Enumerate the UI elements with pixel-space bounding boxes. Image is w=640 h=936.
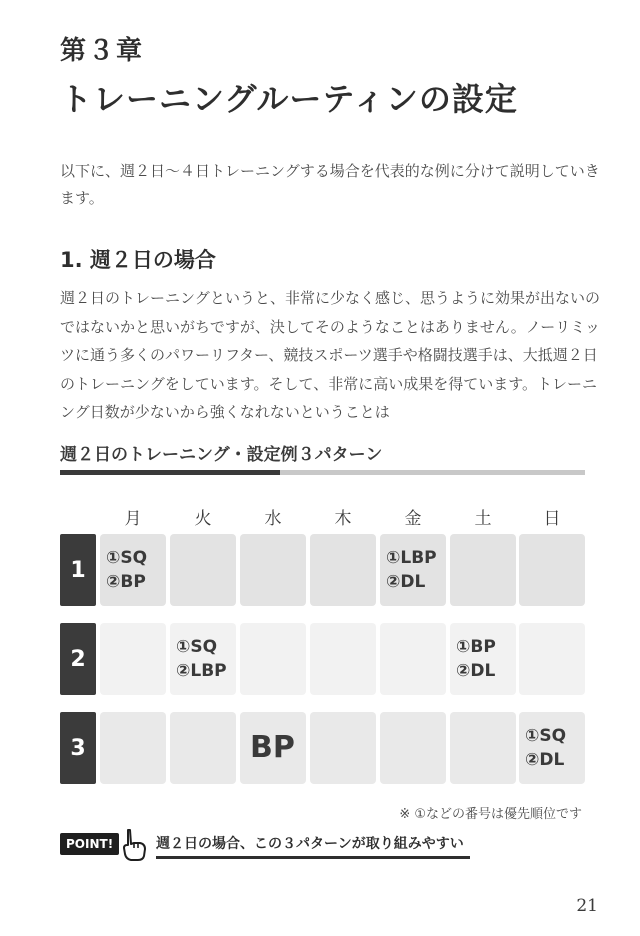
table-cell: [100, 623, 166, 695]
cell-content: ①LBP ②DL: [386, 548, 437, 592]
page-number: 21: [576, 896, 598, 916]
table-cell: [310, 534, 376, 606]
table-caption: 週２日のトレーニング・設定例３パターン: [60, 445, 383, 465]
cell-content-wide: BP: [250, 730, 295, 765]
day-header-tue: 火: [194, 509, 212, 529]
table-cell: [450, 712, 516, 784]
intro-paragraph: 以下に、週２日～４日トレーニングする場合を代表的な例に分けて説明していきます。: [60, 162, 600, 207]
point-text: 週２日の場合、この３パターンが取り組みやすい: [156, 836, 464, 852]
day-header-thu: 木: [334, 509, 352, 529]
table-cell: [170, 534, 236, 606]
cell-content: ①SQ ②LBP: [176, 637, 227, 681]
point-badge: POINT!: [60, 833, 119, 855]
table-cell: [310, 623, 376, 695]
day-header-sat: 土: [474, 509, 492, 529]
cell-content: ①BP ②DL: [456, 637, 496, 681]
row-label: 2: [60, 623, 96, 695]
table-cell: [310, 712, 376, 784]
cell-content: ①SQ ②DL: [525, 726, 567, 770]
pointing-hand-icon: [118, 826, 150, 862]
cell-content: ①SQ ②BP: [106, 548, 148, 592]
table-cell: [380, 623, 446, 695]
table-cell: [240, 534, 306, 606]
priority-note: ※ ①などの番号は優先順位です: [399, 807, 582, 822]
table-cell: [240, 623, 306, 695]
table-cell: [380, 712, 446, 784]
section-body: 週２日のトレーニングというと、非常に少なく感じ、思うように効果が出ないのではないかと思いがちですが、決してそのようなことはありません。ノーリミッツに通う多くのパワーリフター、競技スポーツ選手や格闘技選手は、大抵週２日のトレーニングをしています。そして、非常に高い成果を得ています。トレーニング日数が少ないから強くなれないということは: [60, 289, 601, 421]
page-title: トレーニングルーティンの設定: [60, 80, 518, 118]
row-label: 3: [60, 712, 96, 784]
table-cell: [100, 712, 166, 784]
day-header-wed: 水: [264, 509, 282, 529]
table-cell: [519, 623, 585, 695]
table-cell: [519, 534, 585, 606]
day-header-mon: 月: [124, 509, 142, 529]
table-cell: [450, 534, 516, 606]
row-label: 1: [60, 534, 96, 606]
chapter-label: 第３章: [60, 36, 145, 66]
point-underline: [156, 856, 470, 859]
day-header-fri: 金: [404, 509, 422, 529]
table-cell: [170, 712, 236, 784]
day-header-sun: 日: [543, 509, 561, 529]
caption-rule-accent: [60, 470, 280, 475]
section-heading: 1. 週２日の場合: [60, 248, 216, 272]
caption-rule: [60, 470, 585, 475]
